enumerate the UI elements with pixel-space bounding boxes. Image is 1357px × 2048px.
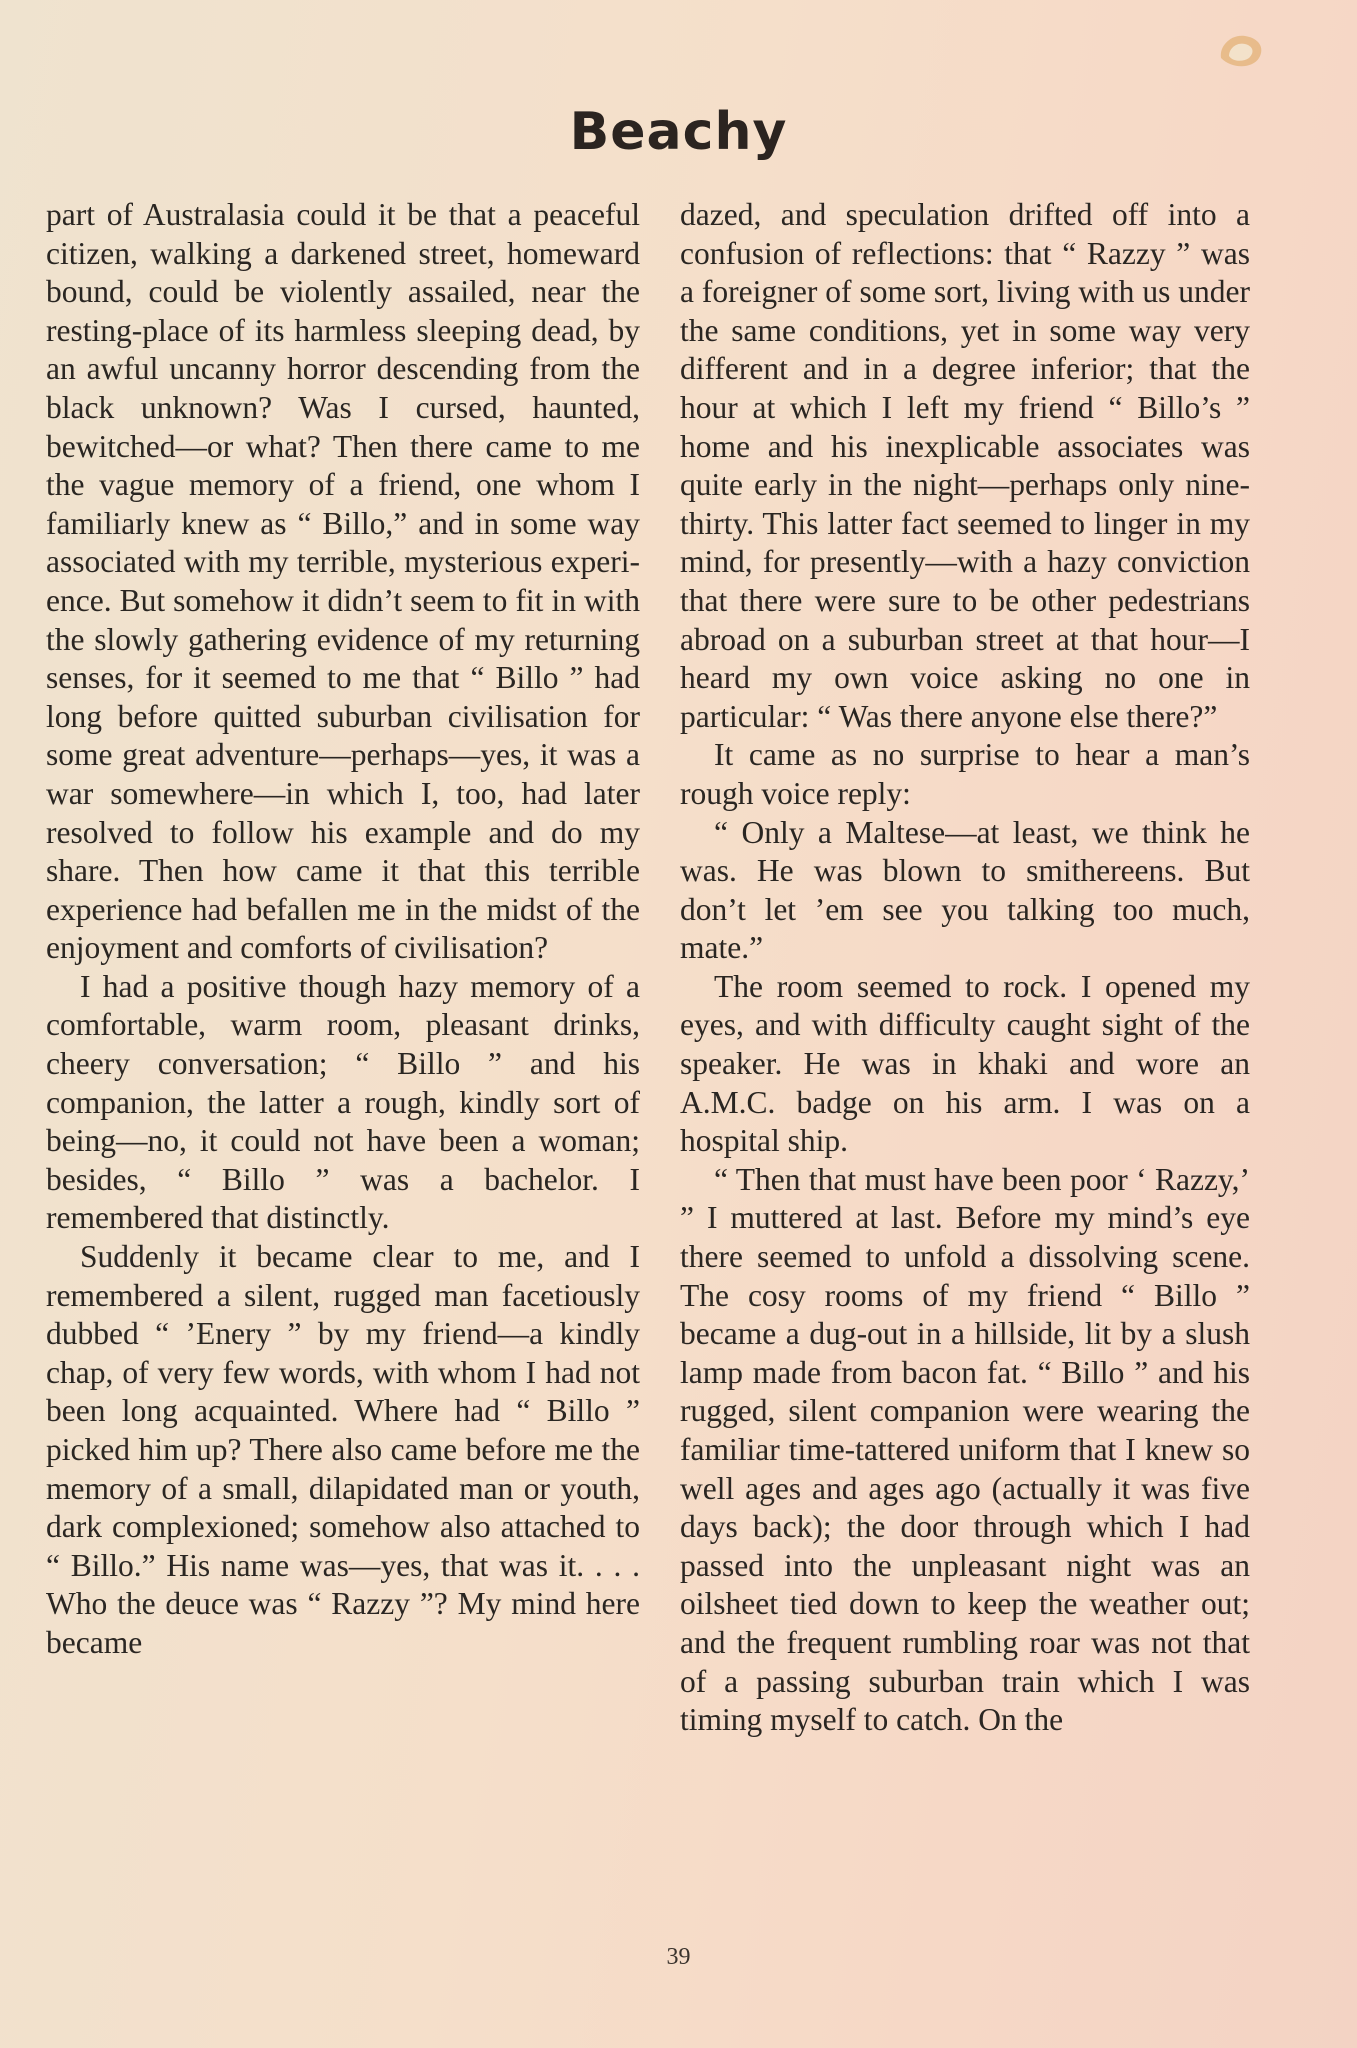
paragraph: “ Then that must have been poor ‘ Razzy,’ ” I muttered at last. Before my mind’s eye there seemed to unfold a dissolving scene. The cosy rooms of my friend “ Billo ” became a dug-out in a hillside, lit by a slush lamp made from bacon fat. “ Billo ” and his rugged, silent companion were wearing the familiar time-tattered uniform that I knew so well ages and ages ago (actually it was five days back); the door through which I had passed into the unpleasant night was an oilsheet tied down to keep the weather out; and the frequent rumbling roar was not that of a passing suburban train which I was timing myself to catch. On the	[680, 1161, 1250, 1738]
page-number: 39	[666, 1944, 691, 1970]
paragraph: It came as no surprise to hear a man’s rough voice reply:	[680, 737, 1250, 811]
paragraph: part of Australasia could it be that a peaceful citizen, walking a darkened street, homeward bound, could be violently assailed, near the resting-place of its harmless sleeping dead, by an awful uncanny horror descending from the black unknown? Was I cursed, haunted, bewitched—or what? Then there came to me the vague memory of a friend, one whom I familiarly knew as “ Billo,” and in some way associated with my terrible, mysterious experience. But somehow it didn’t seem to fit in with the slowly gathering evidence of my returning senses, for it seemed to me that “ Billo ” had long before quitted suburban civilisation for some great adventure—perhaps—yes, it was a war somewhere—in which I, too, had later resolved to follow his example and do my share. Then how came it that this terrible experience had befallen me in the midst of the enjoyment and comforts of civilisation?	[46, 197, 640, 966]
right-column	[680, 196, 1250, 1740]
paragraph: “ Only a Maltese—at least, we think he was. He was blown to smithereens. But don’t let ’em see you talking too much, mate.”	[680, 814, 1250, 966]
paper-stain-mark	[1215, 28, 1267, 72]
paragraph: dazed, and speculation drifted off into a confusion of reflections: that “ Razzy ” was a foreigner of some sort, living with us under the same conditions, yet in some way very different and in a degree inferior; that the hour at which I left my friend “ Billo’s ” home and his inexplicable associates was quite early in the night—perhaps only nine-thirty. This latter fact seemed to linger in my mind, for presently—with a hazy conviction that there were sure to be other pedestrians abroad on a suburban street at that hour—I heard my own voice asking no one in particular: “ Was there anyone else there?”	[680, 197, 1250, 734]
paragraph: Suddenly it became clear to me, and I remembered a silent, rugged man facetiously dubbed “ ’Enery ” by my friend—a kindly chap, of very few words, with whom I had not been long acquainted. Where had “ Billo ” picked him up? There also came before me the memory of a small, dilapidated man or youth, dark complexioned; somehow also attached to “ Billo.” His name was—yes, that was it. . . . Who the deuce was “ Razzy ”? My mind here became	[46, 1239, 640, 1660]
page-title: Beachy	[569, 102, 788, 162]
paragraph: I had a positive though hazy memory of a comfortable, warm room, pleasant drinks, cheery conversation; “ Billo ” and his companion, the latter a rough, kindly sort of being—no, it could not have been a woman; besides, “ Billo ” was a bachelor. I remembered that distinctly.	[46, 968, 640, 1236]
left-column	[46, 196, 640, 1663]
paragraph: The room seemed to rock. I opened my eyes, and with difficulty caught sight of the speaker. He was in khaki and wore an A.M.C. badge on his arm. I was on a hospital ship.	[680, 968, 1250, 1159]
